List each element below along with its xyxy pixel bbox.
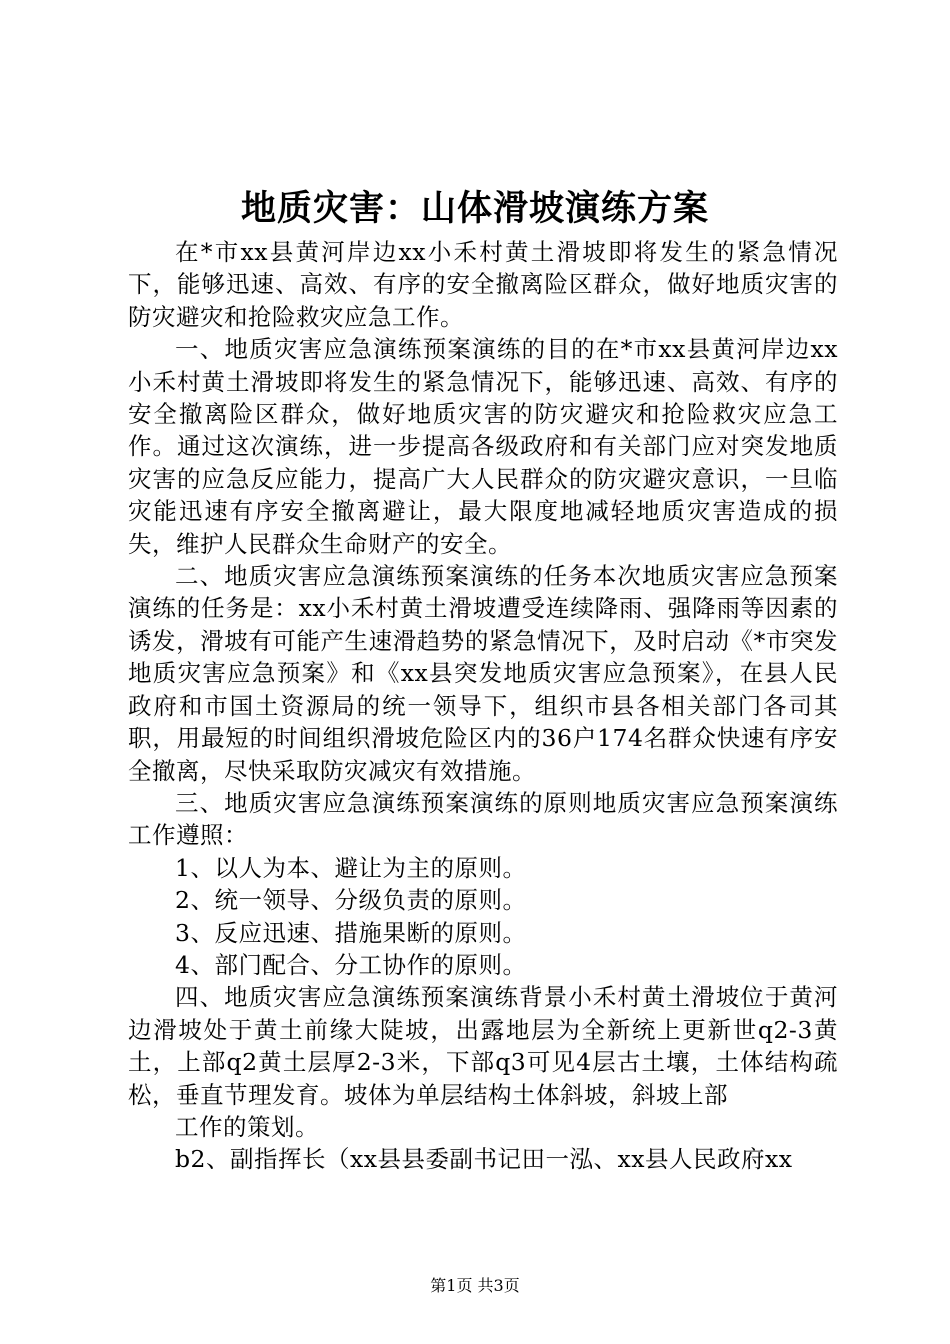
- principle-item-2: 2、统一领导、分级负责的原则。: [175, 886, 527, 915]
- paragraph-intro: 在*市xx县黄河岸边xx小禾村黄土滑坡即将发生的紧急情况下，能够迅速、高效、有序的安全撤离险区群众，做好地质灾害的防灾避灾和抢险救灾应急工作。: [128, 238, 838, 331]
- paragraph-planning: 工作的策划。: [175, 1112, 319, 1141]
- document-title: 地质灾害：山体滑坡演练方案: [240, 188, 709, 229]
- paragraph-section-3: 三、地质灾害应急演练预案演练的原则地质灾害应急预案演练工作遵照：: [128, 788, 838, 850]
- paragraph-section-4: 四、地质灾害应急演练预案演练背景小禾村黄土滑坡位于黄河边滑坡处于黄土前缘大陡坡，出露地层为全新统上更新世q2-3黄土，上部q2黄土层厚2-3米，下部q3可见4层古土壤，土体结构疏松，垂直节理发育。坡体为单层结构土体斜坡，斜坡上部: [128, 983, 838, 1109]
- principle-item-3: 3、反应迅速、措施果断的原则。: [175, 918, 527, 947]
- paragraph-section-1: 一、地质灾害应急演练预案演练的目的在*市xx县黄河岸边xx小禾村黄土滑坡即将发生的紧急情况下，能够迅速、高效、有序的安全撤离险区群众，做好地质灾害的防灾避灾和抢险救灾应急工作。通过这次演练，进一步提高各级政府和有关部门应对突发地质灾害的应急反应能力，提高广大人民群众的防灾避灾意识，一旦临灾能迅速有序安全撤离避让，最大限度地减轻地质灾害造成的损失，维护人民群众生命财产的安全。: [128, 335, 838, 558]
- paragraph-deputy-commander: b2、副指挥长（xx县县委副书记田一泓、xx县人民政府xx: [175, 1145, 793, 1174]
- page-footer: 第1页 共3页: [430, 1276, 520, 1295]
- principle-item-1: 1、以人为本、避让为主的原则。: [175, 853, 527, 882]
- document-body: [128, 236, 838, 1176]
- principle-item-4: 4、部门配合、分工协作的原则。: [175, 950, 527, 979]
- paragraph-section-2: 二、地质灾害应急演练预案演练的任务本次地质灾害应急预案演练的任务是：xx小禾村黄土滑坡遭受连续降雨、强降雨等因素的诱发，滑坡有可能产生速滑趋势的紧急情况下，及时启动《*市突发地质灾害应急预案》和《xx县突发地质灾害应急预案》，在县人民政府和市国土资源局的统一领导下，组织市县各相关部门各司其职，用最短的时间组织滑坡危险区内的36户174名群众快速有序安全撤离，尽快采取防灾减灾有效措施。: [128, 562, 838, 785]
